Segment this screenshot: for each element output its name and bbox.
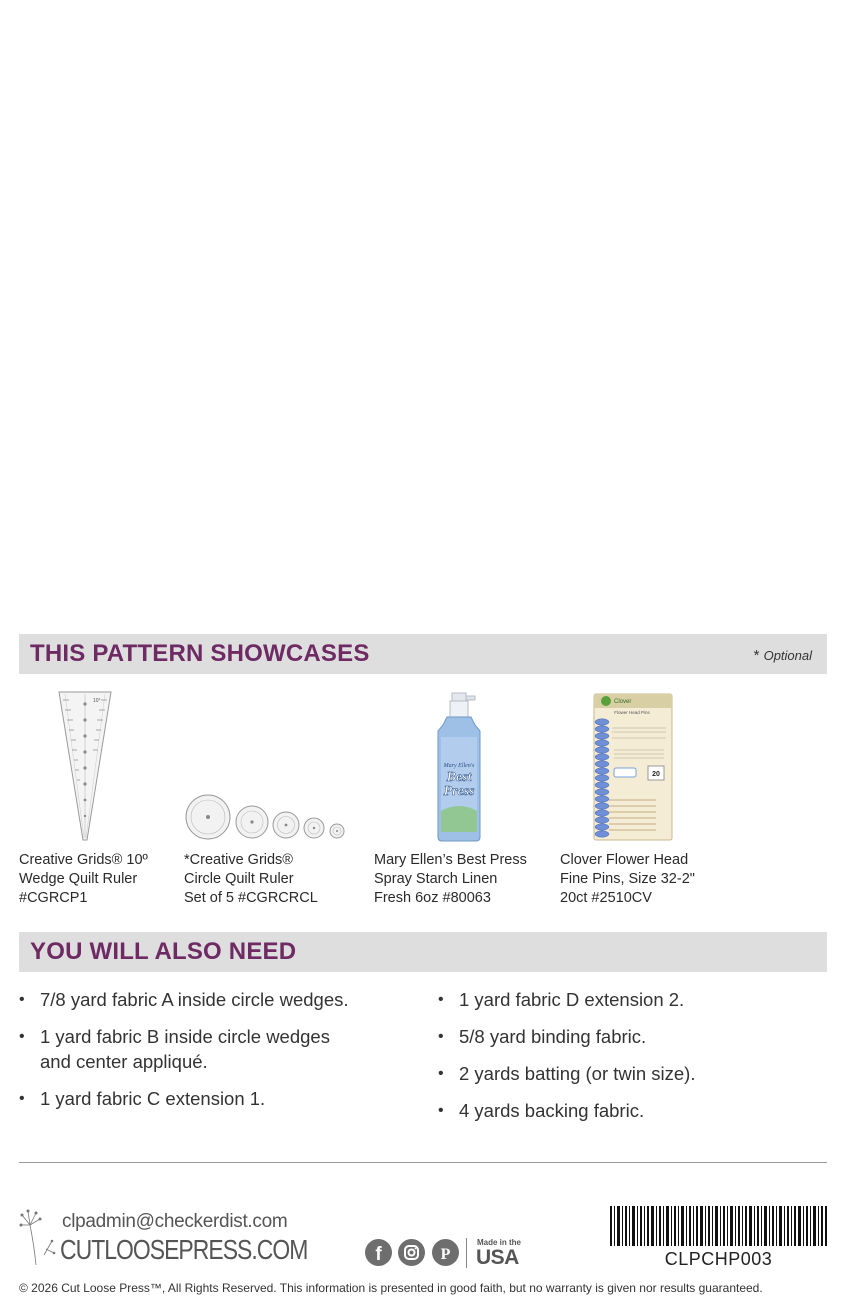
instagram-icon[interactable]	[398, 1239, 425, 1266]
svg-text:f: f	[375, 1244, 382, 1265]
copyright-text: © 2026 Cut Loose Press™, All Rights Reserved. This information is presented in good faith, but no warranty is given nor results guaranteed.	[19, 1281, 763, 1295]
product-caption-clover-pins: Clover Flower Head Fine Pins, Size 32-2" 20ct #2510CV	[560, 852, 695, 906]
sku-code: CLPCHP003	[664, 1249, 773, 1269]
best-press-bottle-image	[425, 691, 495, 843]
footer-divider	[19, 1162, 827, 1163]
svg-text:10°: 10°	[93, 698, 101, 704]
dandelion-logo-icon	[18, 1205, 58, 1267]
pins-title: Flower Head Pins	[614, 710, 650, 715]
facebook-icon[interactable]	[365, 1239, 392, 1266]
need-list-left	[19, 987, 349, 1123]
circle-rulers-image	[184, 793, 349, 843]
list-item: • 1 yard fabric D extension 2.	[438, 989, 685, 1010]
showcase-header-bar	[19, 634, 827, 674]
need-header-bar	[19, 932, 827, 972]
wedge-ruler-image	[55, 690, 115, 842]
clover-pins-image	[592, 692, 674, 842]
usa-label: USA	[476, 1246, 519, 1269]
showcase-title: THIS PATTERN SHOWCASES	[30, 640, 370, 667]
footer-separator	[466, 1238, 467, 1268]
website-link[interactable]: CUTLOOSEPRESS.COM	[60, 1234, 308, 1265]
list-item: • 1 yard fabric B inside circle wedges and center appliqué.	[19, 1026, 330, 1072]
pins-count: 20	[652, 771, 660, 778]
need-list-right	[438, 987, 695, 1135]
product-caption-best-press: Mary Ellen’s Best Press Spray Starch Linen Fresh 6oz #80063	[374, 852, 527, 906]
list-item: • 7/8 yard fabric A inside circle wedges.	[19, 989, 349, 1010]
made-in-label: Made in the	[477, 1238, 522, 1247]
list-item: • 2 yards batting (or twin size).	[438, 1063, 696, 1084]
bottle-brand: Mary Ellen's	[443, 763, 475, 769]
list-item: • 1 yard fabric C extension 1.	[19, 1088, 266, 1109]
list-item: • 4 yards backing fabric.	[438, 1100, 645, 1121]
product-caption-wedge-ruler: Creative Grids® 10º Wedge Quilt Ruler #CGRCP1	[19, 852, 148, 906]
list-item: • 5/8 yard binding fabric.	[438, 1026, 647, 1047]
pinterest-icon[interactable]	[432, 1239, 459, 1266]
contact-email-link[interactable]: clpadmin@checkerdist.com	[62, 1211, 288, 1232]
pins-brand: Clover	[614, 699, 632, 705]
optional-note: * Optional	[753, 647, 812, 664]
product-caption-circle-ruler: *Creative Grids® Circle Quilt Ruler Set of 5 #CGRCRCL	[184, 852, 318, 906]
barcode-image	[610, 1206, 827, 1246]
svg-text:P: P	[440, 1246, 451, 1263]
need-title: YOU WILL ALSO NEED	[30, 938, 297, 965]
bottle-name-1: Best	[446, 770, 472, 785]
bottle-name-2: Press	[443, 784, 475, 799]
